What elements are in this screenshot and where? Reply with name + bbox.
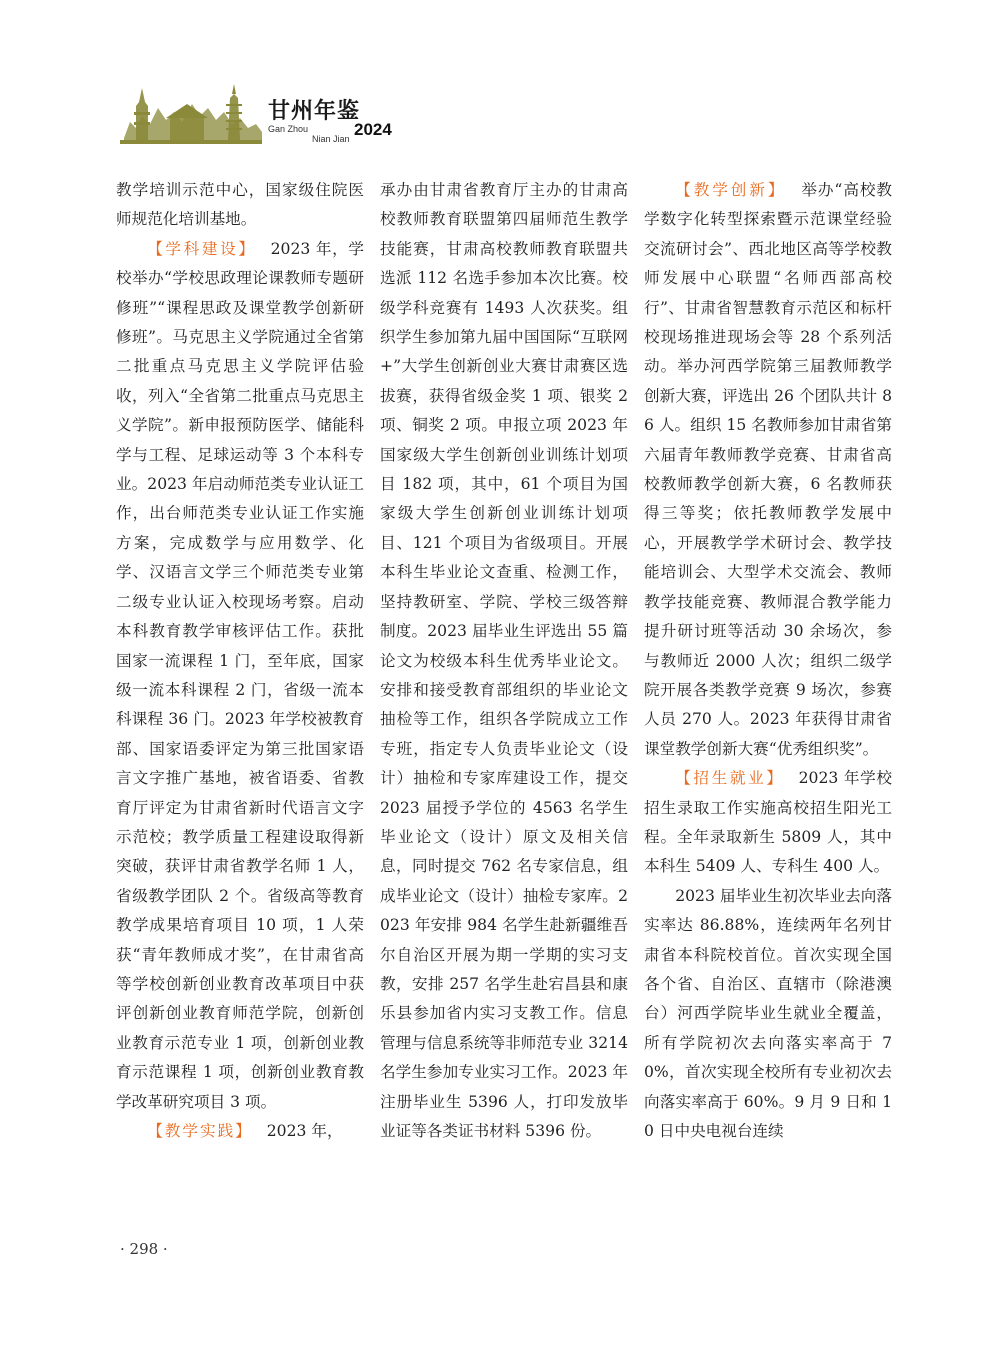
section-keyword: 【教学创新】 xyxy=(675,181,787,199)
paragraph-text: 举办“高校教学数字化转型探索暨示范课堂经验交流研讨会”、西北地区高等学校教师发展中心联盟“名师西部高校行”、甘肃省智慧教育示范区和标杆校现场推进现场会等 28 个系列活动。举办河西学院第三届教师教学创新大赛，评选出 26 个团队共计 86 人。组织 15 名教师参加甘肃省第六届青年教师教学竞赛、甘肃省高校教师教学创新大赛，6 名教师获得三等奖；依托教师教学发展中心，开展教学学术研讨会、教学技能培训会、大型学术交流会、教师教学技能竞赛、教师混合教学能力提升研讨班等活动 30 余场次，参与教师近 2000 人次；组织二级学院开展各类教学竞赛 9 场次，参赛人员 270 人。2023 年获得甘肃省课堂教学创新大赛“优秀组织奖”。 xyxy=(644,181,892,758)
text-column-1 xyxy=(116,176,364,1146)
paragraph: 2023 届毕业生初次毕业去向落实率达 86.88%，连续两年名列甘肃省本科院校首位。首次实现全国各个省、自治区、直辖市（除港澳台）河西学院毕业生就业全覆盖，所有学院初次去向落实率高于 70%，首次实现全校所有专业初次去向落实率高于 60%。9 月 9 日和 10 日中央电视台连续 xyxy=(644,886,892,1140)
masthead-year: 2024 xyxy=(354,120,392,139)
section-keyword: 【教学实践】 xyxy=(147,1122,253,1140)
paragraph-teaching-innovation xyxy=(644,176,892,764)
masthead-pinyin-gan-zhou: Gan Zhou xyxy=(268,124,309,134)
paragraph-teaching-practice xyxy=(116,1117,364,1146)
masthead-pinyin-nian-jian: Nian Jian xyxy=(312,134,350,144)
paragraph-enrollment-employment xyxy=(644,764,892,882)
section-keyword: 【招生就业】 xyxy=(675,769,785,788)
paragraph-text: 2023 年学校招生录取工作实施高校招生阳光工程。全年录取新生 5809 人，其中本科生 5409 人、专科生 400 人。 xyxy=(644,769,892,876)
masthead-title: 甘州年鉴 xyxy=(268,98,361,124)
paragraph-subject-construction xyxy=(116,235,364,1117)
page-number: · 298 · xyxy=(120,1240,168,1258)
page-header xyxy=(120,78,420,146)
text-column-2 xyxy=(380,176,628,1146)
paragraph: 教学培训示范中心，国家级住院医师规范化培训基地。 xyxy=(116,181,364,229)
section-keyword: 【学科建设】 xyxy=(147,239,257,258)
paragraph-text: 2023 年， xyxy=(266,1122,343,1140)
paragraph-text: 2023 年，学校举办“学校思政理论课教师专题研修班”“课程思政及课堂教学创新研修班”。马克思主义学院通过全省第二批重点马克思主义学院评估验收，列入“全省第二批重点马克思主义学院”。新申报预防医学、储能科学与工程、足球运动等 3 个本科专业。2023 年启动师范类专业认证工作，出台师范类专业认证工作实施方案，完成数学与应用数学、化学、汉语言文学三个师范类专业第二级专业认证入校现场考察。启动本科教育教学审核评估工作。获批国家一流课程 1 门，至年底，国家级一流本科课程 2 门，省级一流本科课程 36 门。2023 年学校被教育部、国家语委评定为第三批国家语言文字推广基地，被省语委、省教育厅评定为甘肃省新时代语言文字示范校；教学质量工程建设取得新突破，获评甘肃省教学名师 1 人，省级教学团队 2 个。省级高等教育教学成果培育项目 10 项，1 人荣获“青年教师成才奖”，在甘肃省高等学校创新创业教育改革项目中获评创新创业教育师范学院，创新创业教育示范专业 1 项，创新创业教育示范课程 1 项，创新创业教育教学改革研究项目 3 项。 xyxy=(116,239,364,1111)
text-column-3 xyxy=(644,176,892,1146)
paragraph: 承办由甘肃省教育厅主办的甘肃高校教师教育联盟第四届师范生教学技能赛，甘肃高校教师教育联盟共选派 112 名选手参加本次比赛。校级学科竞赛有 1493 人次获奖。组织学生参加第九届中国国际“互联网 +”大学生创新创业大赛甘肃赛区选拔赛，获得省级金奖 1 项、银奖 2 项、铜奖 2 项。申报立项 2023 年国家级大学生创新创业训练计划项目 182 项，其中，61 个项目为国家级大学生创新创业训练计划项目、121 个项目为省级项目。开展本科生毕业论文查重、检测工作，坚持教研室、学院、学校三级答辩制度。2023 届毕业生评选出 55 篇论文为校级本科生优秀毕业论文。安排和接受教育部组织的毕业论文抽检等工作，组织各学院成立工作专班，指定专人负责毕业论文（设计）抽检和专家库建设工作，提交 2023 届授予学位的 4563 名学生毕业论文（设计）原文及相关信息，同时提交 762 名专家信息，组成毕业论文（设计）抽检专家库。2023 年安排 984 名学生赴新疆维吾尔自治区开展为期一学期的实习支教，安排 257 名学生赴宕昌县和康乐县参加省内实习支教工作。信息管理与信息系统等非师范专业 3214 名学生参加专业实习工作。2023 年注册毕业生 5396 人，打印发放毕业证等各类证书材料 5396 份。 xyxy=(380,181,628,1140)
pagoda-landscape-logo xyxy=(120,78,262,144)
